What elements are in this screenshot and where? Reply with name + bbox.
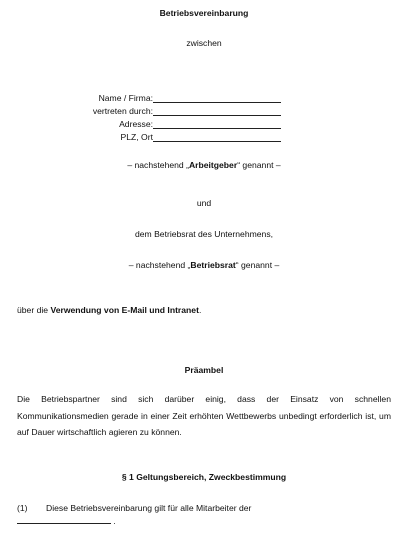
agreement-subject: über die Verwendung von E-Mail und Intranet. [17,305,202,315]
fill-in-line[interactable] [153,128,281,129]
fill-in-line[interactable] [17,515,111,524]
section-1-item-continuation: . [17,515,116,527]
field-label: vertreten durch: [92,106,153,116]
employer-designation: – nachstehend „Arbeitgeber“ genannt – [127,160,281,170]
section-1-item-text: Diese Betriebsvereinbarung gilt für alle Mitarbeiter der [46,503,252,513]
preamble-heading: Präambel [184,365,224,375]
field-label: Adresse: [119,119,153,129]
fill-in-line[interactable] [153,115,281,116]
between-text: zwischen [186,38,222,48]
works-council-text: dem Betriebsrat des Unternehmens, [134,229,274,239]
field-plz-ort [0,132,408,145]
council-designation: – nachstehend „Betriebsrat“ genannt – [128,260,280,270]
fill-in-line[interactable] [153,141,281,142]
field-adresse [0,119,408,132]
field-name-firma [0,93,408,106]
section-1-item-number: (1) [17,503,28,513]
field-label: PLZ, Ort [120,132,153,142]
preamble-text: Die Betriebspartner sind sich darüber einig, dass der Einsatz von schnellen Kommunikationsmedien gerade in einer Zeit erhöhten Wettbewerbs unbedingt erforderlich ist, um auf Dauer wirtschaftlich agieren zu können. [17,394,391,437]
document-title: Betriebsvereinbarung [159,8,249,18]
fill-in-line[interactable] [153,102,281,103]
and-text: und [196,198,212,208]
field-label: Name / Firma: [98,93,153,103]
section-1-heading: § 1 Geltungsbereich, Zweckbestimmung [121,472,287,482]
field-vertreten-durch [0,106,408,119]
